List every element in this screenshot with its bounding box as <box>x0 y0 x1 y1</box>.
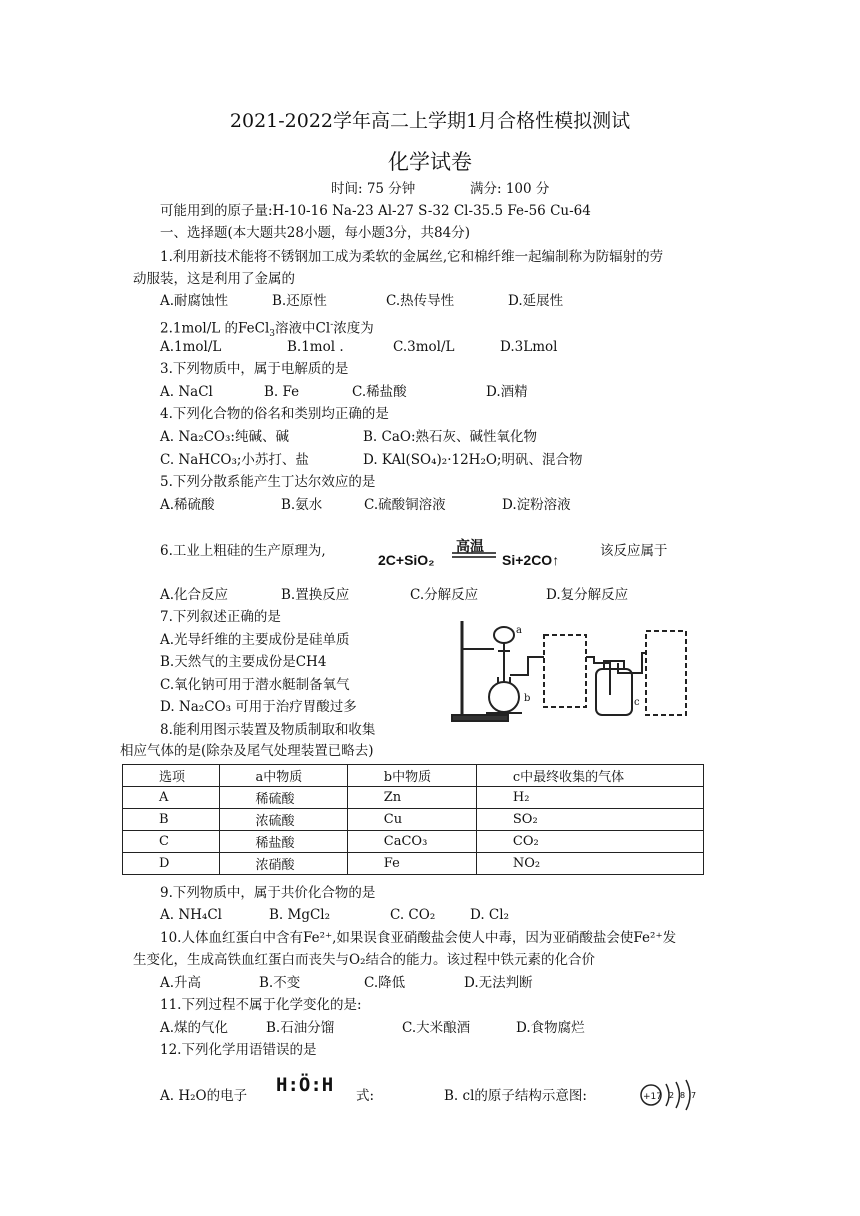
table-header: a中物质 <box>219 765 347 787</box>
q8-stem-line1: 8.能利用图示装置及物质制取和收集 <box>160 722 376 738</box>
q12-option-a-label: A. H₂O的电子 <box>160 1088 248 1104</box>
gas-apparatus-figure <box>446 617 716 727</box>
q9-stem: 9.下列物质中，属于共价化合物的是 <box>160 885 376 901</box>
q10-stem-line1: 10.人体血红蛋白中含有Fe²⁺,如果误食亚硝酸盐会使人中毒，因为亚硝酸盐会使Fe²⁺发 <box>160 930 677 946</box>
label-b: b <box>524 693 531 704</box>
atomic-masses: 可能用到的原子量:H-10-16 Na-23 Al-27 S-32 Cl-35.5 Fe-56 Cu-64 <box>160 203 591 219</box>
equation-equals-sign <box>452 552 496 558</box>
q2-stem-part3: 浓度为 <box>333 320 374 337</box>
table-row <box>123 787 704 809</box>
table-cell: 稀硫酸 <box>219 787 347 809</box>
equation-condition: 高温 <box>456 538 484 554</box>
chlorine-atom-diagram <box>638 1078 702 1112</box>
q9-option-b: B. MgCl₂ <box>269 907 331 923</box>
table-header-row <box>123 765 704 787</box>
table-cell: 浓硝酸 <box>219 853 347 875</box>
q6-option-b: B.置换反应 <box>281 587 350 603</box>
table-cell: H₂ <box>476 787 703 809</box>
q3-option-d: D.酒精 <box>486 384 528 400</box>
q3-option-b: B. Fe <box>264 384 300 400</box>
q12-option-a-suffix: 式: <box>356 1088 375 1104</box>
q1-option-d: D.延展性 <box>508 293 564 309</box>
section-heading: 一、选择题(本大题共28小题，每小题3分，共84分) <box>160 225 470 241</box>
q5-option-a: A.稀硫酸 <box>160 497 215 513</box>
label-a: a <box>516 625 522 636</box>
time-limit: 时间: 75 分钟 <box>331 181 416 197</box>
q4-option-b: B. CaO:熟石灰、碱性氧化物 <box>363 429 537 445</box>
q1-stem-line2: 动服装，这是利用了金属的 <box>133 271 295 287</box>
q7-option-d: D. Na₂CO₃ 可用于治疗胃酸过多 <box>160 699 357 715</box>
reaction-equation <box>378 538 592 574</box>
q4-option-d: D. KAl(SO₄)₂·12H₂O;明矾、混合物 <box>363 452 583 468</box>
q6-stem-tail: 该反应属于 <box>600 543 668 559</box>
q2-stem-part2: 溶液中Cl <box>275 320 331 337</box>
q1-option-b: B.还原性 <box>272 293 327 309</box>
q10-option-a: A.升高 <box>160 975 202 991</box>
table-row <box>123 853 704 875</box>
table-cell: 稀盐酸 <box>219 831 347 853</box>
q12-stem: 12.下列化学用语错误的是 <box>160 1042 317 1058</box>
table-cell: Cu <box>347 809 476 831</box>
q7-option-a: A.光导纤维的主要成份是硅单质 <box>160 632 350 648</box>
round-bottom-flask <box>489 682 519 712</box>
q4-option-c: C. NaHCO₃;小苏打、盐 <box>160 452 309 468</box>
q6-option-a: A.化合反应 <box>160 587 229 603</box>
q1-stem-line1: 1.利用新技术能将不锈钢加工成为柔软的金属丝,它和棉纤维一起编制称为防辐射的劳 <box>160 249 664 265</box>
q7-option-c: C.氧化钠可用于潜水艇制备氧气 <box>160 677 350 693</box>
table-cell: NO₂ <box>476 853 703 875</box>
q7-option-b: B.天然气的主要成份是CH4 <box>160 654 327 670</box>
q5-option-b: B.氨水 <box>281 497 323 513</box>
q10-option-d: D.无法判断 <box>464 975 533 991</box>
q5-option-c: C.硫酸铜溶液 <box>364 497 446 513</box>
table-row <box>123 809 704 831</box>
table-cell: 浓硫酸 <box>219 809 347 831</box>
equation-left: 2C+SiO₂ <box>378 552 435 568</box>
separatory-funnel <box>494 627 514 643</box>
stand-base <box>452 715 508 721</box>
table-header: 选项 <box>123 765 220 787</box>
q6-option-d: D.复分解反应 <box>546 587 629 603</box>
label-c: c <box>634 697 640 708</box>
q2-option-d: D.3Lmol <box>500 339 558 355</box>
shell-1-count: 2 <box>669 1091 675 1100</box>
q11-option-d: D.食物腐烂 <box>516 1020 585 1036</box>
equation-right: Si+2CO↑ <box>502 552 560 568</box>
q2-stem-part1: 2.1mol/L 的FeCl <box>160 320 270 337</box>
full-score: 满分: 100 分 <box>470 181 550 197</box>
gas-table <box>122 764 704 875</box>
q10-option-c: C.降低 <box>364 975 406 991</box>
q9-option-c: C. CO₂ <box>390 907 436 923</box>
q1-option-c: C.热传导性 <box>386 293 455 309</box>
q2-option-b: B.1mol . <box>287 339 344 355</box>
table-cell: SO₂ <box>476 809 703 831</box>
q5-stem: 5.下列分散系能产生丁达尔效应的是 <box>160 474 376 490</box>
q3-option-c: C.稀盐酸 <box>352 384 407 400</box>
table-header: c中最终收集的气体 <box>476 765 703 787</box>
q1-option-a: A.耐腐蚀性 <box>160 293 229 309</box>
q3-stem: 3.下列物质中，属于电解质的是 <box>160 361 349 377</box>
q3-option-a: A. NaCl <box>160 384 213 400</box>
table-cell: D <box>123 853 220 875</box>
q11-option-c: C.大米酿酒 <box>402 1020 471 1036</box>
q8-stem-line2: 相应气体的是(除杂及尾气处理装置已略去) <box>120 743 374 759</box>
table-header: b中物质 <box>347 765 476 787</box>
collection-bottle <box>596 669 632 715</box>
shell-3-count: 7 <box>691 1091 697 1100</box>
water-lewis-structure: H:Ö:H <box>276 1074 334 1096</box>
q2-option-a: A.1mol/L <box>160 339 222 355</box>
table-cell: C <box>123 831 220 853</box>
table-cell: CaCO₃ <box>347 831 476 853</box>
exam-subtitle: 化学试卷 <box>388 150 472 174</box>
table-row <box>123 831 704 853</box>
q10-stem-line2: 生变化，生成高铁血红蛋白而丧失与O₂结合的能力。该过程中铁元素的化合价 <box>133 952 595 968</box>
table-cell: B <box>123 809 220 831</box>
q6-option-c: C.分解反应 <box>410 587 479 603</box>
table-cell: A <box>123 787 220 809</box>
q11-option-a: A.煤的气化 <box>160 1020 229 1036</box>
q11-stem: 11.下列过程不属于化学变化的是: <box>160 997 362 1013</box>
q4-stem: 4.下列化合物的俗名和类别均正确的是 <box>160 406 389 422</box>
table-cell: Fe <box>347 853 476 875</box>
q2-superscript: - <box>330 320 334 330</box>
q7-stem: 7.下列叙述正确的是 <box>160 609 281 625</box>
q4-option-a: A. Na₂CO₃:纯碱、碱 <box>160 429 289 445</box>
q9-option-a: A. NH₄Cl <box>160 907 222 923</box>
table-cell: Zn <box>347 787 476 809</box>
impurity-removal-box <box>544 635 586 707</box>
q11-option-b: B.石油分馏 <box>266 1020 335 1036</box>
shell-2-count: 8 <box>680 1091 686 1100</box>
tail-gas-box <box>646 631 686 715</box>
table-cell: CO₂ <box>476 831 703 853</box>
q10-option-b: B.不变 <box>259 975 301 991</box>
q9-option-d: D. Cl₂ <box>470 907 509 923</box>
exam-title: 2021-2022学年高二上学期1月合格性模拟测试 <box>229 110 631 132</box>
q6-stem: 6.工业上粗硅的生产原理为, <box>160 543 326 559</box>
q5-option-d: D.淀粉溶液 <box>502 497 571 513</box>
q2-subscript: 3 <box>269 329 276 340</box>
q2-option-c: C.3mol/L <box>393 339 455 355</box>
q12-option-b-label: B. cl的原子结构示意图: <box>444 1088 587 1104</box>
nucleus-charge: +17 <box>643 1092 662 1102</box>
